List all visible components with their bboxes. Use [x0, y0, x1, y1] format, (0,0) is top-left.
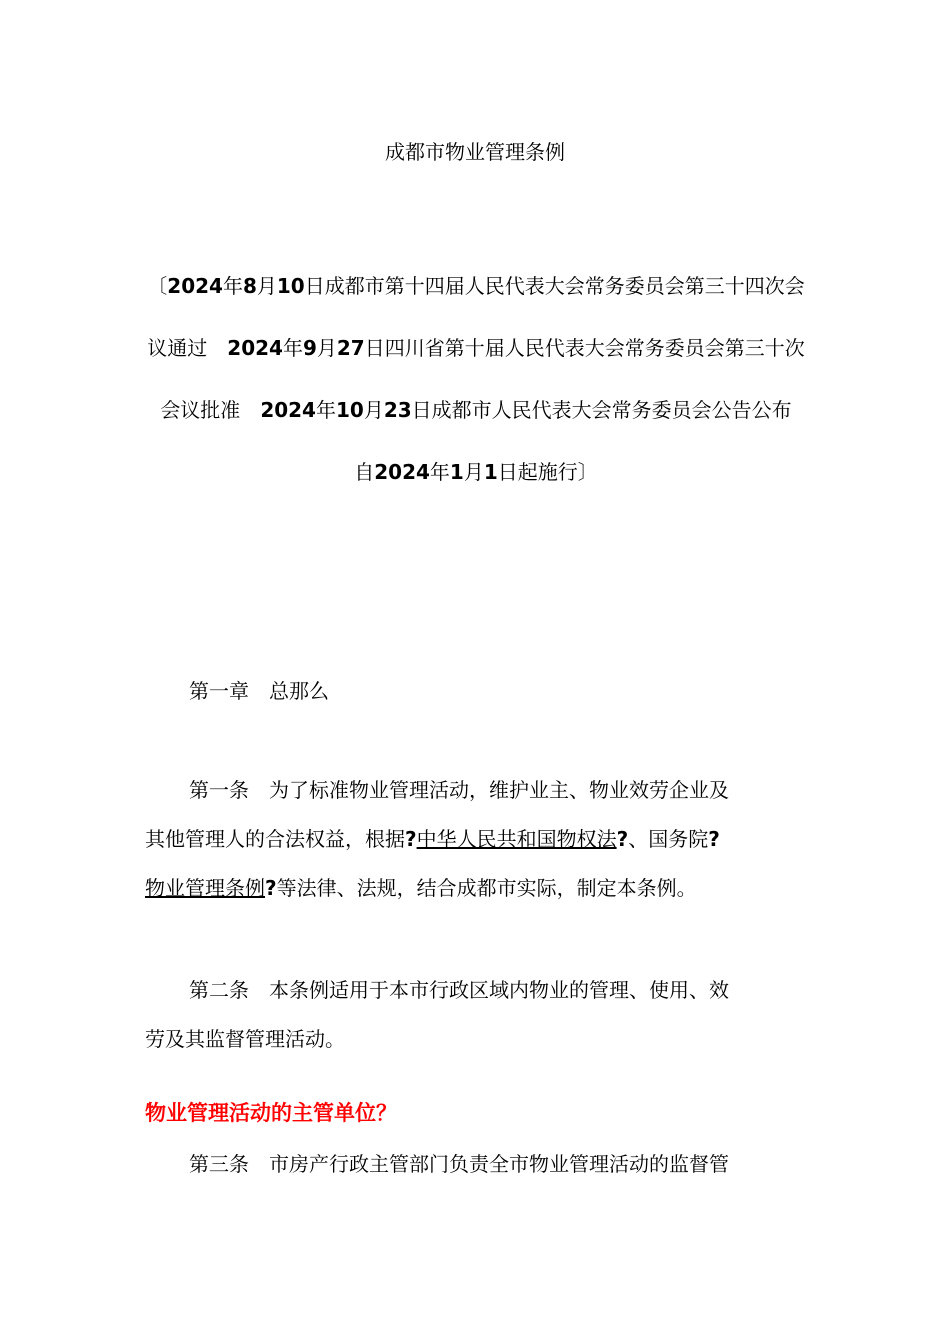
bold-run: ? — [708, 827, 720, 851]
text-run: 会常务委员会第三十次会议批准 — [160, 336, 805, 422]
bold-run: 2024 — [260, 398, 316, 422]
bold-run: 2024 — [374, 460, 430, 484]
bold-run: ? — [405, 827, 417, 851]
bold-run: 1 — [483, 460, 498, 484]
text-run: 日成都市第十四届人民代表大会常务委员会第 — [304, 274, 705, 298]
text-run: 日四川省第十届人民代表大 — [364, 336, 605, 360]
bold-run: 2024 — [167, 274, 223, 298]
text-run: 代表大会常务委员会公告公布 自 — [354, 398, 812, 484]
document-title: 成都市物业管理条例 — [385, 140, 565, 164]
chapter-heading: 第一章 总那么 — [189, 679, 329, 703]
law-reference-link[interactable]: 物业管理条例 — [145, 876, 265, 900]
text-run: 年 — [222, 274, 243, 298]
bold-run: 1 — [449, 460, 464, 484]
bold-run: 10 — [276, 274, 305, 298]
text-run: 月 — [363, 398, 384, 422]
text-run: 年 — [315, 398, 336, 422]
bold-run: 9 — [302, 336, 317, 360]
text-run: 〔 — [147, 274, 168, 298]
text-line — [145, 864, 807, 913]
enactment-note — [145, 255, 812, 503]
text-line — [145, 815, 807, 864]
bold-run: ? — [616, 827, 629, 851]
text-line — [145, 1015, 807, 1064]
text-run: 年 — [429, 460, 450, 484]
bold-run: 2024 — [227, 336, 283, 360]
text-line — [145, 1140, 807, 1189]
text-run: 年 — [282, 336, 303, 360]
bold-run: 27 — [336, 336, 365, 360]
text-run: 日起施行〕 — [497, 460, 598, 484]
text-run: 日成都市人民 — [411, 398, 532, 422]
article-1 — [145, 766, 807, 913]
text-run: 其他管理人的合法权益，根据 — [145, 827, 405, 851]
law-reference-link[interactable]: 中华人民共和国物权法 — [416, 827, 617, 851]
text-run: 、国务院 — [628, 827, 709, 851]
bold-run: 23 — [383, 398, 412, 422]
article-2 — [145, 966, 807, 1064]
text-run: 第一条 为了标准物业管理活动，维护业主、物业效劳企业及 — [189, 778, 729, 802]
bold-run: ? — [265, 876, 277, 900]
bold-run: 10 — [335, 398, 364, 422]
article-3 — [145, 1140, 807, 1189]
text-run: 等法律、法规，结合成都市实际，制定本条例。 — [276, 876, 697, 900]
text-run: 第二条 本条例适用于本市行政区域内物业的管理、使用、效 — [189, 978, 729, 1002]
text-run: 月 — [316, 336, 337, 360]
text-run: 三十四次会议通过 — [147, 274, 805, 360]
text-line — [145, 966, 807, 1015]
text-run: 劳及其监督管理活动。 — [145, 1027, 345, 1051]
text-line — [147, 274, 704, 298]
text-run: 月 — [256, 274, 277, 298]
text-run: 第三条 市房产行政主管部门负责全市物业管理活动的监督管 — [189, 1152, 729, 1176]
bold-run: 8 — [242, 274, 257, 298]
section-heading: 物业管理活动的主管单位？ — [145, 1101, 397, 1125]
text-line — [145, 766, 807, 815]
text-run: 月 — [463, 460, 484, 484]
